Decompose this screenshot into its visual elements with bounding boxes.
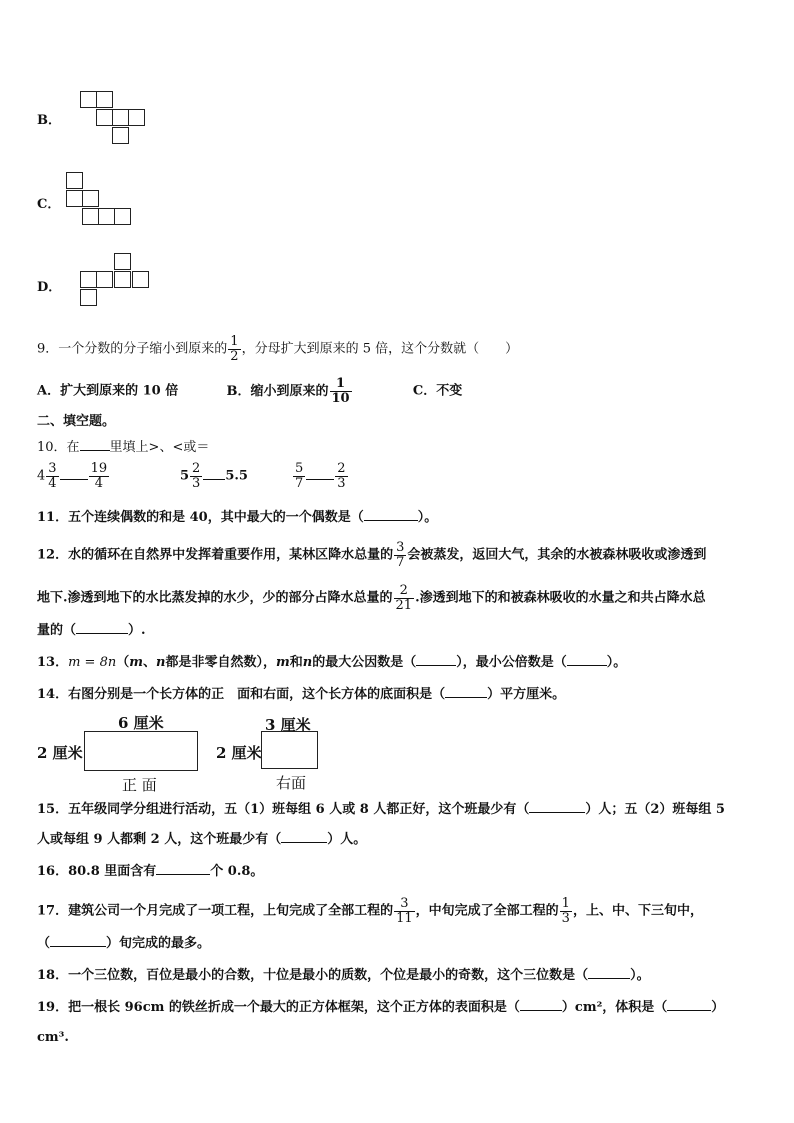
option-c-label: C． bbox=[37, 197, 61, 212]
answer-blank[interactable] bbox=[156, 874, 210, 875]
answer-blank[interactable] bbox=[416, 665, 456, 666]
answer-blank[interactable] bbox=[667, 1010, 711, 1011]
right-height-label: 2 厘米 bbox=[216, 744, 262, 762]
answer-blank[interactable] bbox=[203, 479, 225, 480]
answer-blank[interactable] bbox=[281, 842, 327, 843]
question-14: 14．右图分别是一个长方体的正 面和右面，这个长方体的底面积是（ ）平方厘米。 bbox=[37, 687, 566, 702]
q10-expr-1: 4 $\frac{3}{4}$ $\frac{19}{4}$ bbox=[37, 461, 108, 491]
option-d-label: D． bbox=[37, 280, 62, 295]
section-title: 二、填空题。 bbox=[37, 414, 116, 429]
question-17-line-2: （ ）旬完成的最多。 bbox=[37, 936, 211, 951]
q10-expr-2: 5 $\frac{2}{3}$ 5.5 bbox=[180, 461, 248, 491]
fraction: $\frac{1}{2}$ bbox=[230, 334, 239, 364]
answer-blank[interactable] bbox=[520, 1010, 562, 1011]
question-16: 16．80.8 里面含有 个 0.8。 bbox=[37, 864, 264, 879]
question-19-line-2: cm³. bbox=[37, 1030, 69, 1045]
question-10: 10．在 里填上>、<或＝ bbox=[37, 440, 210, 455]
question-15-line-2: 人或每组 9 人都剩 2 人，这个班最少有（ ）人。 bbox=[37, 832, 367, 847]
answer-blank[interactable] bbox=[50, 946, 106, 947]
answer-blank[interactable] bbox=[76, 633, 128, 634]
front-face-label: 正 面 bbox=[122, 776, 157, 794]
right-width-label: 3 厘米 bbox=[265, 716, 311, 734]
front-length-label: 6 厘米 bbox=[118, 714, 164, 732]
question-13: 13．m = 8n（m、n都是非零自然数），m和n的最大公因数是（ ），最小公倍数是（ ）。 bbox=[37, 655, 627, 670]
question-18: 18．一个三位数，百位是最小的合数，十位是最小的质数，个位是最小的奇数，这个三位数是（ ）。 bbox=[37, 968, 650, 983]
question-12-line-3: 量的（ ）. bbox=[37, 623, 146, 638]
answer-blank[interactable] bbox=[567, 665, 607, 666]
answer-blank[interactable] bbox=[529, 812, 585, 813]
question-15-line-1: 15．五年级同学分组进行活动，五（1）班每组 6 人或 8 人都正好，这个班最少有（ ）人；五（2）班每组 5 bbox=[37, 802, 725, 817]
q10-expr-3: $\frac{5}{7}$ $\frac{2}{3}$ bbox=[295, 461, 346, 491]
question-9: 9．一个分数的分子缩小到原来的 $\frac{1}{2}$ ，分母扩大到原来的 5 倍，这个分数就（ ） bbox=[37, 334, 519, 364]
question-9-options bbox=[37, 377, 764, 405]
option-c: C．不变 bbox=[412, 383, 463, 399]
option-b: B．缩小到原来的 $\frac{1}{10}$ bbox=[226, 376, 350, 406]
answer-blank[interactable] bbox=[364, 520, 418, 521]
front-face-rect bbox=[84, 731, 198, 771]
question-19-line-1: 19．把一根长 96cm 的铁丝折成一个最大的正方体框架，这个正方体的表面积是（ ）cm²，体积是（ ） bbox=[37, 1000, 725, 1015]
option-b-label: B． bbox=[37, 113, 61, 128]
question-12-line-1: 12．水的循环在自然界中发挥着重要作用，某林区降水总量的 $\frac{3}{7}$ 会被蒸发，返回大气，其余的水被森林吸收或渗透到 bbox=[37, 540, 707, 570]
right-face-label: 右面 bbox=[276, 774, 307, 792]
right-face-rect bbox=[261, 731, 318, 769]
question-17-line-1: 17．建筑公司一个月完成了一项工程，上旬完成了全部工程的 $\frac{3}{11}$ ，中旬完成了全部工程的 $\frac{1}{3}$ ，上、中、下三旬中， bbox=[37, 896, 703, 926]
answer-blank[interactable] bbox=[445, 697, 487, 698]
front-height-label: 2 厘米 bbox=[37, 744, 83, 762]
answer-blank[interactable] bbox=[306, 479, 334, 480]
answer-blank[interactable] bbox=[60, 479, 88, 480]
answer-blank[interactable] bbox=[588, 978, 630, 979]
question-12-line-2: 地下.渗透到地下的水比蒸发掉的水少，少的部分占降水总量的 $\frac{2}{21}$ .渗透到地下的和被森林吸收的水量之和共占降水总 bbox=[37, 583, 706, 613]
fraction: $\frac{1}{10}$ bbox=[331, 376, 350, 406]
option-a: A．扩大到原来的 10 倍 bbox=[37, 383, 179, 399]
question-11: 11．五个连续偶数的和是 40，其中最大的一个偶数是（ ）。 bbox=[37, 510, 438, 525]
